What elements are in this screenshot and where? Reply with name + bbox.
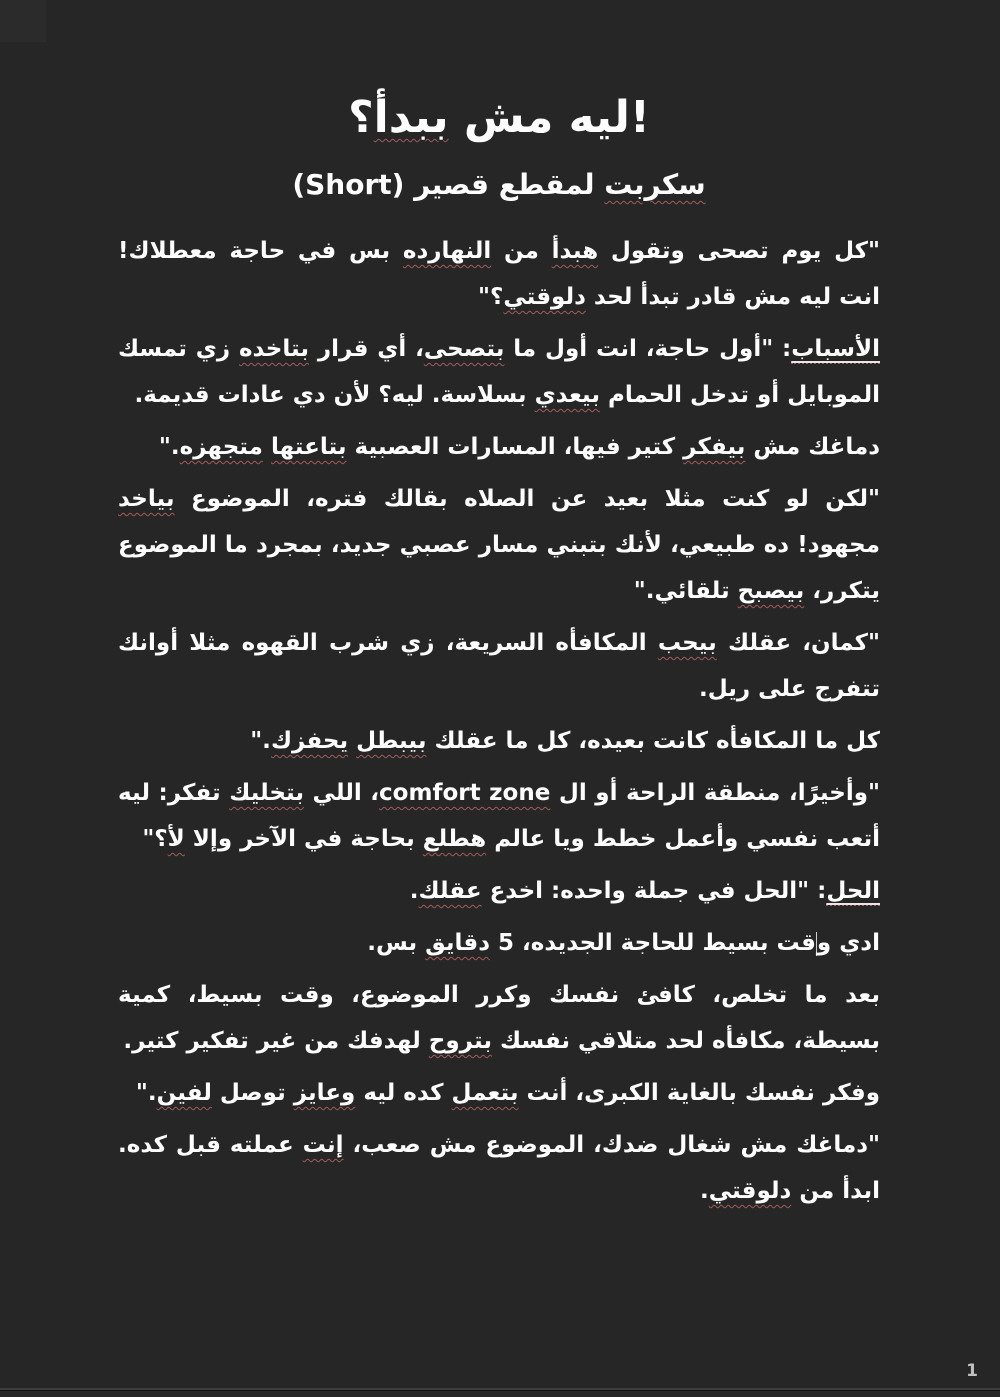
misspelled-word: بيعدي [534,382,600,408]
bottom-divider [0,1388,1000,1391]
page-number: 1 [966,1361,978,1381]
text-run: لهدفك من غير تفكير كتير. [123,1028,429,1054]
misspelled-word: بتاعتها [270,434,347,460]
text-run: : "الحل في جملة واحده: اخدع [481,878,827,904]
paragraph[interactable] [118,326,880,418]
text-run: "كل يوم تصحى وتقول [598,238,880,264]
text-run: لمقطع قصير (Short) [292,168,605,201]
misspelled-word: وعايز [293,1080,356,1106]
misspelled-word: ببدأ [373,92,449,143]
text-run: ادي و [816,930,880,956]
text-run: ؟ [348,92,374,143]
document-subtitle[interactable] [118,167,880,202]
corner-artifact [0,0,46,42]
misspelled-word: دلوقتي [503,284,586,310]
misspelled-word: سكربت [604,168,706,201]
misspelled-word: هبدأ [551,238,599,264]
misspelled-word: بتخليك [229,780,304,806]
misspelled-word: comfort zone [379,780,551,806]
text-run [263,434,271,460]
text-run: !ليه مش [448,92,650,143]
text-run: كل ما المكافأه كانت بعيده، كل ما عقلك [426,728,880,754]
misspelled-word: بياخد [118,486,175,512]
text-run: عملته قبل كده. ابدأ من [118,1132,880,1204]
text-run: بعد ما تخلص، كافئ نفسك وكرر الموضوع، وقت بسيط، كمية بسيطة، مكافأه لحد متلاقي نفسك [118,982,880,1054]
misspelled-word: بيصبح [737,578,805,604]
text-run: "لكن لو كنت مثلا بعيد عن الصلاه بقالك فتره، الموضوع [174,486,880,512]
text-run: "وأخيرًا، منطقة الراحة أو ال [550,780,881,806]
misspelled-word: بيحب [657,630,717,656]
misspelled-word: عقلك [418,878,482,904]
text-run: ؟" [142,826,168,852]
text-run [348,728,356,754]
misspelled-word: النهارده [402,238,492,264]
text-run: زي تمسك الموبايل أو تدخل الحمام [118,336,880,408]
document-title[interactable] [118,90,880,145]
misspelled-word: لأ [167,826,185,852]
text-run: وفكر نفسك بالغاية الكبرى، أنت [518,1080,880,1106]
text-run: بسلاسة. ليه؟ لأن دي عادات قديمة. [134,382,535,408]
paragraph[interactable] [118,1070,880,1116]
section-heading: الأسباب [791,336,881,362]
misspelled-word: بتروح [428,1028,492,1054]
misspelled-word: هطلع [422,826,487,852]
text-run: من [491,238,552,264]
paragraph[interactable] [118,1122,880,1214]
paragraph[interactable] [118,718,880,764]
paragraph[interactable] [118,476,880,614]
text-run: تفكر: ليه أتعب نفسي وأعمل خطط ويا عالم [118,780,880,852]
text-run: توصل [211,1080,294,1106]
misspelled-word: بتاخده [238,336,310,362]
text-run: : "أول حاجة، انت أول ما [504,336,792,362]
paragraph[interactable] [118,620,880,712]
paragraph[interactable] [118,424,880,470]
text-run: . [409,878,419,904]
paragraph[interactable] [118,228,880,320]
misspelled-word: بيفكر [683,434,746,460]
text-run: المكافأه السريعة، زي شرب القهوه مثلا أوانك تتفرج على ريل. [118,630,880,702]
misspelled-word: بتعمل [451,1080,519,1106]
text-run: تلقائي." [633,578,738,604]
misspelled-word: بيبطل [356,728,427,754]
paragraph[interactable] [118,972,880,1064]
text-run: ، اللي [303,780,380,806]
misspelled-word: يحفزك [270,728,349,754]
text-run: "كمان، عقلك [716,630,880,656]
misspelled-word: دقايق [425,930,491,956]
misspelled-word: بتصحى [423,336,505,362]
text-run: دماغك مش [745,434,880,460]
text-run: "دماغك مش شغال ضدك، الموضوع مش صعب، [343,1132,880,1158]
text-run: ؟" [478,284,504,310]
text-run: قت بسيط للحاجة الجديده، 5 [490,930,816,956]
text-run: ." [135,1080,157,1106]
text-run: مجهود! ده طبيعي، لأنك بتبني مسار عصبي جديد، بمجرد ما الموضوع يتكرر، [118,532,880,604]
text-run: كده ليه [355,1080,452,1106]
misspelled-word: لفين [156,1080,212,1106]
paragraph[interactable] [118,920,880,966]
text-run: ." [158,434,180,460]
paragraph-container [118,228,880,1214]
paragraph[interactable] [118,868,880,914]
text-run: ." [250,728,271,754]
section-heading: الحل [826,878,880,904]
text-run: ، أي قرار [309,336,424,362]
misspelled-word: دلوقتي [708,1178,792,1204]
text-run: كتير فيها، المسارات العصبية [346,434,684,460]
misspelled-word: إنت [302,1132,344,1158]
text-run: بس. [367,930,426,956]
misspelled-word: متجهزه [179,434,263,460]
text-run: . [700,1178,709,1204]
text-run: بس في حاجة معطلاك! انت ليه مش قادر تبدأ لحد [118,238,880,310]
text-run: بحاجة في الآخر وإلا [184,826,423,852]
paragraph[interactable] [118,770,880,862]
